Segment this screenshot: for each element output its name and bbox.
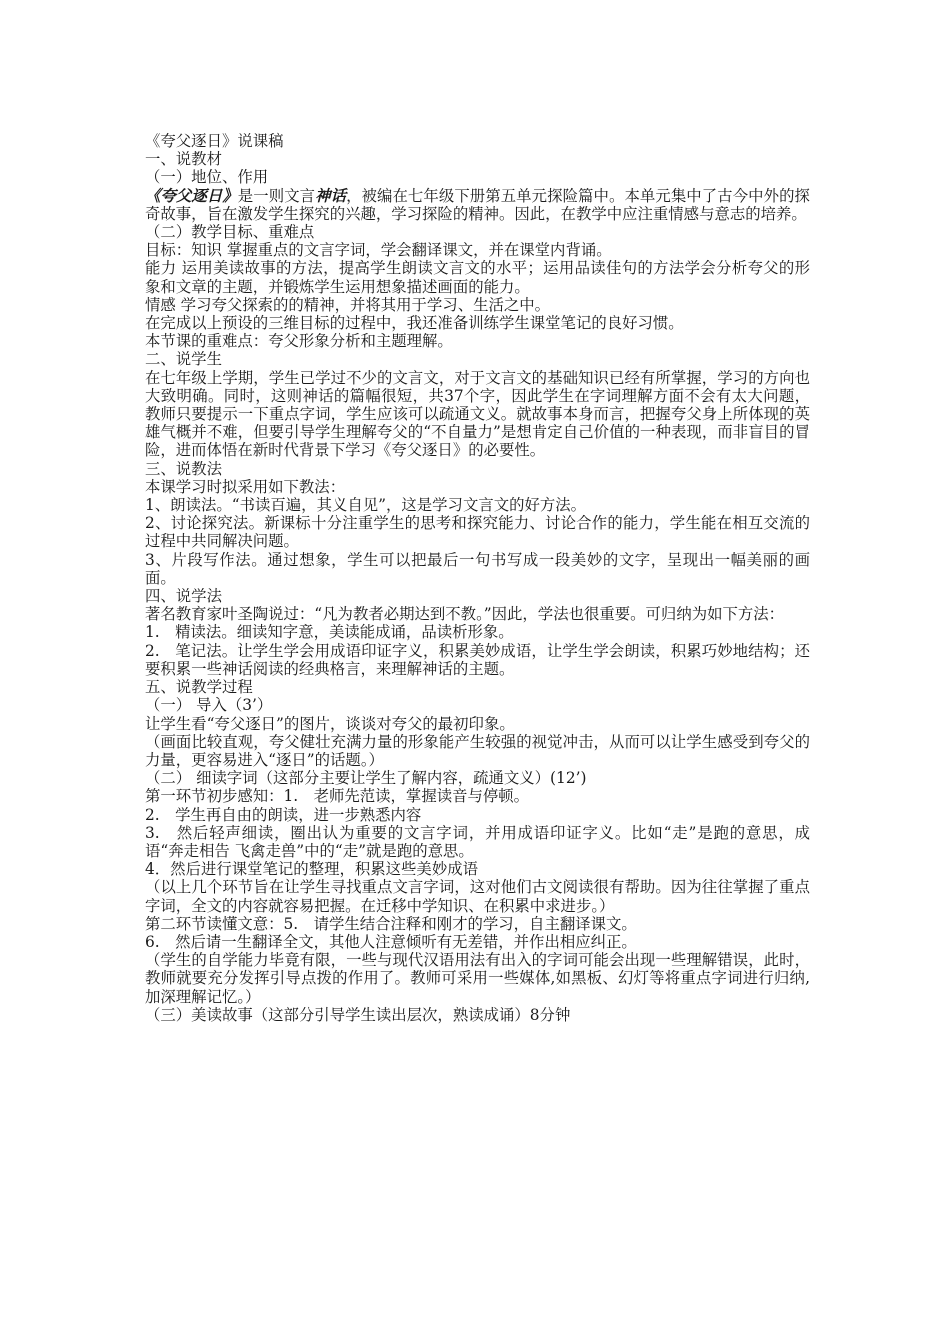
method-1: 1、朗读法。“书读百遍，其义自见”，这是学习文言文的好方法。 (145, 496, 587, 515)
paragraph-students: 在七年级上学期，学生已学过不少的文言文，对于文言文的基础知识已经有所掌握，学习的方向也大致明确。同时，这则神话的篇幅很短，共37个字，因此学生在字词理解方面不会有太大问题，教师只要提示一下重点字词，学生应该可以疏通文义。就故事本身而言，把握夸父身上所体现的英雄气概并不难，但要引导学生理解夸父的“不自量力”是想肯定自己价值的一种表现，而非盲目的冒险，进而体悟在新时代背景下学习《夸父逐日》的必要性。 (145, 368, 810, 460)
learning-1: 1. 精读法。细读知字意，美读能成诵，品读析形象。 (145, 623, 514, 642)
document-body (145, 132, 810, 1024)
method-intro: 本课学习时拟采用如下教法： (145, 477, 346, 496)
reading-step-3: 3. 然后轻声细读，圈出认为重要的文言字词，并用成语印证字义。比如“走”是跑的意思，成语“奔走相告 飞禽走兽”中的“走”就是跑的意思。 (145, 823, 810, 860)
reading-step-5: 第二环节读懂文意：5. 请学生结合注释和刚才的学习，自主翻译课文。 (145, 914, 637, 933)
goal-emotion: 情感 学习夸父探索的的精神，并将其用于学习、生活之中。 (145, 295, 551, 314)
paragraph-role (145, 187, 810, 223)
method-2: 2、讨论探究法。新课标十分注重学生的思考和探究能力、讨论合作的能力，学生能在相互交流的过程中共同解决问题。 (145, 514, 810, 551)
reading-step-2: 2. 学生再自由的朗读，进一步熟悉内容 (145, 805, 422, 824)
subsection-heading-1-2: （二）教学目标、重难点 (145, 223, 315, 242)
intro-step-1: 让学生看“夸父逐日”的图片，谈谈对夸父的最初印象。 (145, 714, 515, 733)
learning-intro: 著名教育家叶圣陶说过：“凡为教者必期达到不教。”因此，学法也很重要。可归纳为如下方法： (145, 605, 785, 624)
goal-habit: 在完成以上预设的三维目标的过程中，我还准备训练学生课堂笔记的良好习惯。 (145, 314, 684, 333)
reading-step-1: 第一环节初步感知：1. 老师先范读，掌握读音与停顿。 (145, 787, 530, 806)
section-heading-3: 三、说教法 (145, 459, 222, 478)
key-points: 本节课的重难点：夸父形象分析和主题理解。 (145, 332, 453, 351)
subsection-heading-5-1: （一） 导入（3’） (145, 696, 273, 715)
subsection-heading-5-2: （二） 细读字词（这部分主要让学生了解内容，疏通文义）(12’) (145, 769, 587, 788)
work-title-emphasis: 《夸父逐日》 (145, 186, 238, 205)
reading-step-6: 6. 然后请一生翻译全文，其他人注意倾听有无差错，并作出相应纠正。 (145, 932, 637, 951)
reading-step-4: 4．然后进行课堂笔记的整理，积累这些美妙成语 (145, 860, 478, 879)
subsection-heading-1-1: （一）地位、作用 (145, 168, 269, 187)
method-3: 3、片段写作法。通过想象，学生可以把最后一句书写成一段美妙的文字，呈现出一幅美丽的画面。 (145, 550, 810, 587)
learning-2: 2. 笔记法。让学生学会用成语印证字义，积累美妙成语，让学生学会朗读，积累巧妙地结构；还要积累一些神话阅读的经典格言，来理解神话的主题。 (145, 641, 810, 678)
reading-note-2: （学生的自学能力毕竟有限，一些与现代汉语用法有出入的字词可能会出现一些理解错误，此时，教师就要充分发挥引导点拨的作用了。教师可采用一些媒体,如黑板、幻灯等将重点字词进行归纳,加深理解记忆。） (145, 951, 810, 1006)
section-heading-1: 一、说教材 (145, 150, 222, 169)
section-heading-2: 二、说学生 (145, 350, 222, 369)
paragraph-role-mid: 是一则文言 (237, 186, 316, 205)
doc-title: 《夸父逐日》说课稿 (145, 132, 284, 150)
section-heading-5: 五、说教学过程 (145, 678, 253, 697)
goal-knowledge: 目标：知识 掌握重点的文言字词，学会翻译课文，并在课堂内背诵。 (145, 241, 612, 260)
subsection-heading-5-3: （三）美读故事（这部分引导学生读出层次，熟读成诵）8分钟 (145, 1005, 571, 1024)
goal-ability: 能力 运用美读故事的方法，提高学生朗读文言文的水平；运用品读佳句的方法学会分析夸父的形象和文章的主题，并锻炼学生运用想象描述画面的能力。 (145, 259, 810, 296)
paragraph-role-rest: ，被编在七年级下册第五单元探险篇中。本单元集中了古今中外的探奇故事，旨在激发学生探究的兴趣，学习探险的精神。因此，在教学中应注重情感与意志的培养。 (145, 186, 810, 223)
myth-emphasis: 神话 (315, 186, 347, 205)
intro-note: （画面比较直观，夸父健壮充满力量的形象能产生较强的视觉冲击，从而可以让学生感受到夸父的力量，更容易进入“逐日”的话题。） (145, 732, 810, 769)
reading-note-1: （以上几个环节旨在让学生寻找重点文言字词，这对他们古文阅读很有帮助。因为往往掌握了重点字词，全文的内容就容易把握。在迁移中学知识、在积累中求进步。） (145, 878, 810, 915)
section-heading-4: 四、说学法 (145, 587, 222, 606)
